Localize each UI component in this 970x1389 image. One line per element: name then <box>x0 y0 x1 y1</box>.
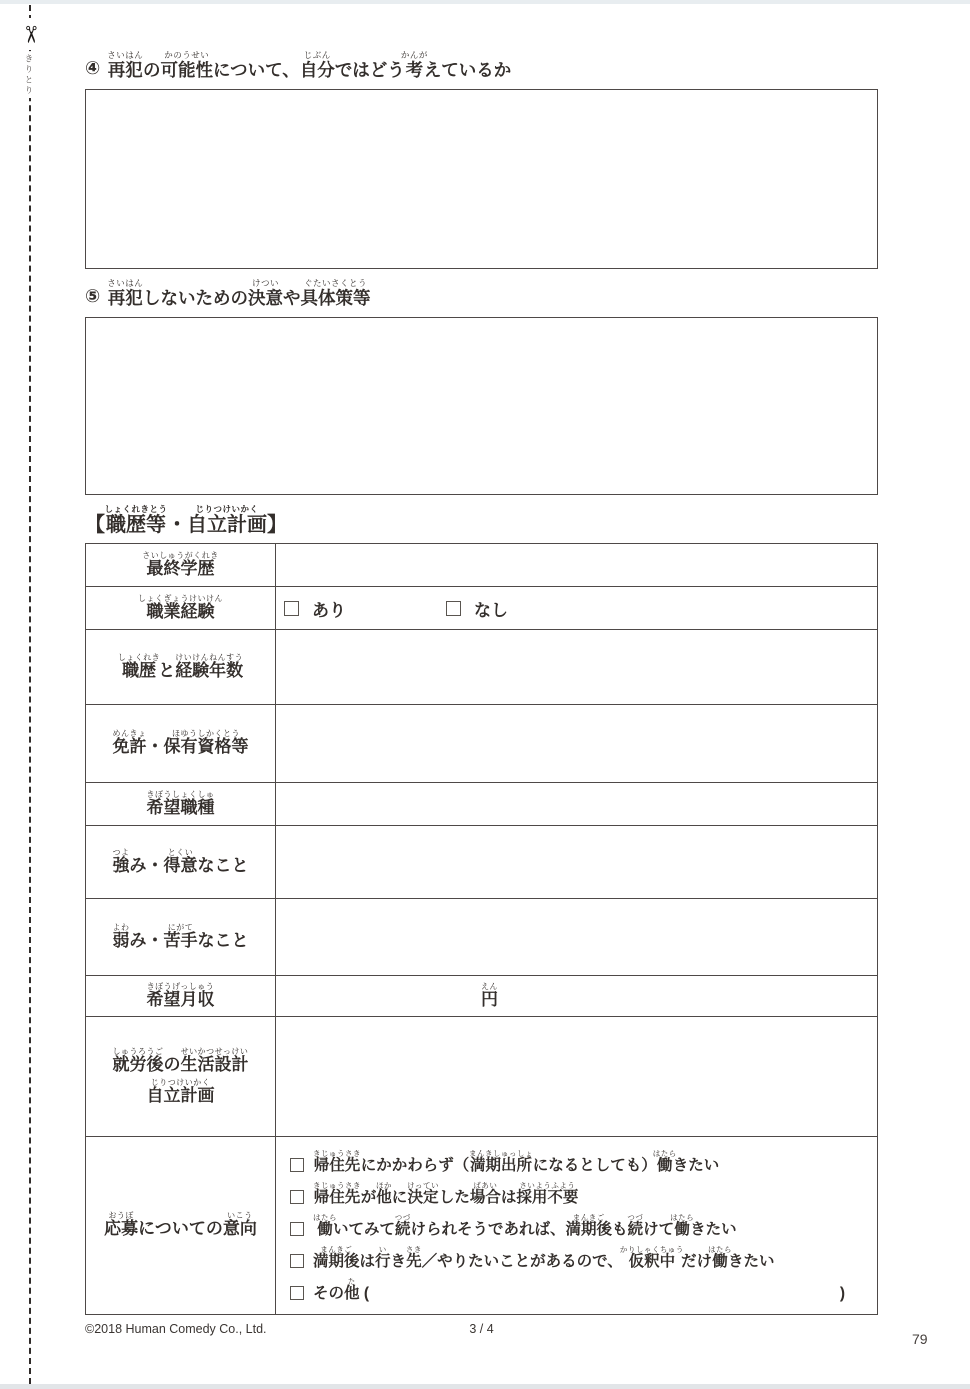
question-4-title: 再犯さいはんの可能性かのうせいについて、自分じぶんではどう考かんがえているか <box>107 50 512 80</box>
table-row <box>86 899 878 976</box>
table-row <box>86 630 878 705</box>
label-application-intent: 応募おうぼについての意向いこう <box>86 1137 276 1315</box>
option-label: 満期後まんきごは行いき先さき／やりたいことがあるので、仮釈中かりしゃくちゅうだけ働はたらきたい <box>313 1244 775 1270</box>
label-weaknesses: 弱よわみ・苦手にがてなこと <box>86 899 276 976</box>
other-close-paren: ) <box>839 1284 845 1302</box>
input-desired-job-type[interactable] <box>276 783 878 826</box>
page-edge-bottom <box>0 1384 970 1389</box>
sheet-page-indicator: 3 / 4 <box>469 1322 494 1336</box>
input-work-history-years[interactable] <box>276 630 878 705</box>
question-5-title: 再犯さいはんしないための決意けついや具体策等ぐたいさくとう <box>107 278 371 308</box>
yen-unit-label: 円えん <box>481 982 498 1009</box>
checkbox-no-hire-if-other-residence[interactable] <box>290 1190 304 1204</box>
question-5-number: ⑤ <box>85 286 101 307</box>
label-work-experience: 職業経験しょくぎょうけいけん <box>86 587 276 630</box>
option-parole-only <box>290 1245 867 1271</box>
question-5-answer-box[interactable] <box>85 317 878 495</box>
checkbox-no-experience[interactable] <box>446 601 461 616</box>
label-work-history-years: 職歴しょくれきと経験年数けいけんねんすう <box>86 630 276 705</box>
checkbox-has-experience[interactable] <box>284 601 299 616</box>
option-no-experience <box>446 596 508 621</box>
option-label: 帰住先きじゅうさきが他ほかに決定けっていした場合ばあいは採用不要さいようふよう <box>313 1180 579 1206</box>
option-other <box>290 1277 867 1303</box>
book-page-number: 79 <box>912 1331 928 1347</box>
label-desired-job-type: 希望職種きぼうしょくしゅ <box>86 783 276 826</box>
table-row <box>86 705 878 783</box>
career-plan-table <box>85 543 878 1315</box>
input-weaknesses[interactable] <box>276 899 878 976</box>
copyright-text: ©2018 Human Comedy Co., Ltd. <box>85 1322 267 1336</box>
option-label: あり <box>312 600 346 620</box>
label-desired-monthly-income: 希望月収きぼうげっしゅう <box>86 976 276 1017</box>
checkbox-work-regardless[interactable] <box>290 1158 304 1172</box>
option-label: なし <box>474 600 508 620</box>
question-4-heading <box>85 50 878 81</box>
table-row <box>86 1137 878 1315</box>
cut-line <box>29 5 31 1384</box>
label-life-plan-line2: 自立計画じりつけいかく <box>146 1077 215 1105</box>
scissors-icon: ✂ <box>15 18 46 50</box>
label-post-employment-plan <box>86 1017 276 1137</box>
checkbox-parole-only[interactable] <box>290 1254 304 1268</box>
option-label: 帰住先きじゅうさきにかかわらず（満期出所まんきしゅっしょになるとしても）働はたらきたい <box>313 1148 720 1174</box>
option-has-experience <box>284 596 346 621</box>
option-label: その他た ( <box>313 1276 369 1302</box>
question-4-answer-box[interactable] <box>85 89 878 269</box>
table-row <box>86 587 878 630</box>
table-row <box>86 1017 878 1137</box>
application-intent-options <box>276 1138 877 1314</box>
input-desired-monthly-income[interactable] <box>276 976 878 1017</box>
label-life-plan-line1: 就労後しゅうろうごの生活設計せいかつせっけい <box>112 1047 249 1075</box>
option-no-hire-if-other-residence <box>290 1181 867 1207</box>
input-licenses-qualifications[interactable] <box>276 705 878 783</box>
page-footer <box>85 1322 878 1336</box>
checkbox-continue-after-term[interactable] <box>290 1222 304 1236</box>
question-4-number: ④ <box>85 58 101 79</box>
table-row <box>86 826 878 899</box>
input-final-education[interactable] <box>276 544 878 587</box>
table-row <box>86 544 878 587</box>
question-5-heading <box>85 278 878 309</box>
input-post-employment-plan[interactable] <box>276 1017 878 1137</box>
option-label: 働はたらいてみて続つづけられそうであれば、満期後まんきごも続つづけて働はたらきたい <box>313 1212 737 1238</box>
option-work-regardless <box>290 1149 867 1175</box>
option-continue-after-term <box>290 1213 867 1239</box>
label-final-education: 最終学歴さいしゅうがくれき <box>86 544 276 587</box>
input-strengths[interactable] <box>276 826 878 899</box>
page-edge-top <box>0 0 970 4</box>
table-row <box>86 783 878 826</box>
label-licenses-qualifications: 免許めんきょ・保有資格等ほゆうしかくとう <box>86 705 276 783</box>
page-content <box>85 50 878 1336</box>
cut-mark-label: きりとり <box>24 54 34 96</box>
table-row <box>86 976 878 1017</box>
label-strengths: 強つよみ・得意とくいなこと <box>86 826 276 899</box>
work-experience-options <box>276 596 877 621</box>
checkbox-other[interactable] <box>290 1286 304 1300</box>
section-title-career-plan: 【職歴等しょくれきとう・自立計画じりつけいかく】 <box>85 504 287 536</box>
